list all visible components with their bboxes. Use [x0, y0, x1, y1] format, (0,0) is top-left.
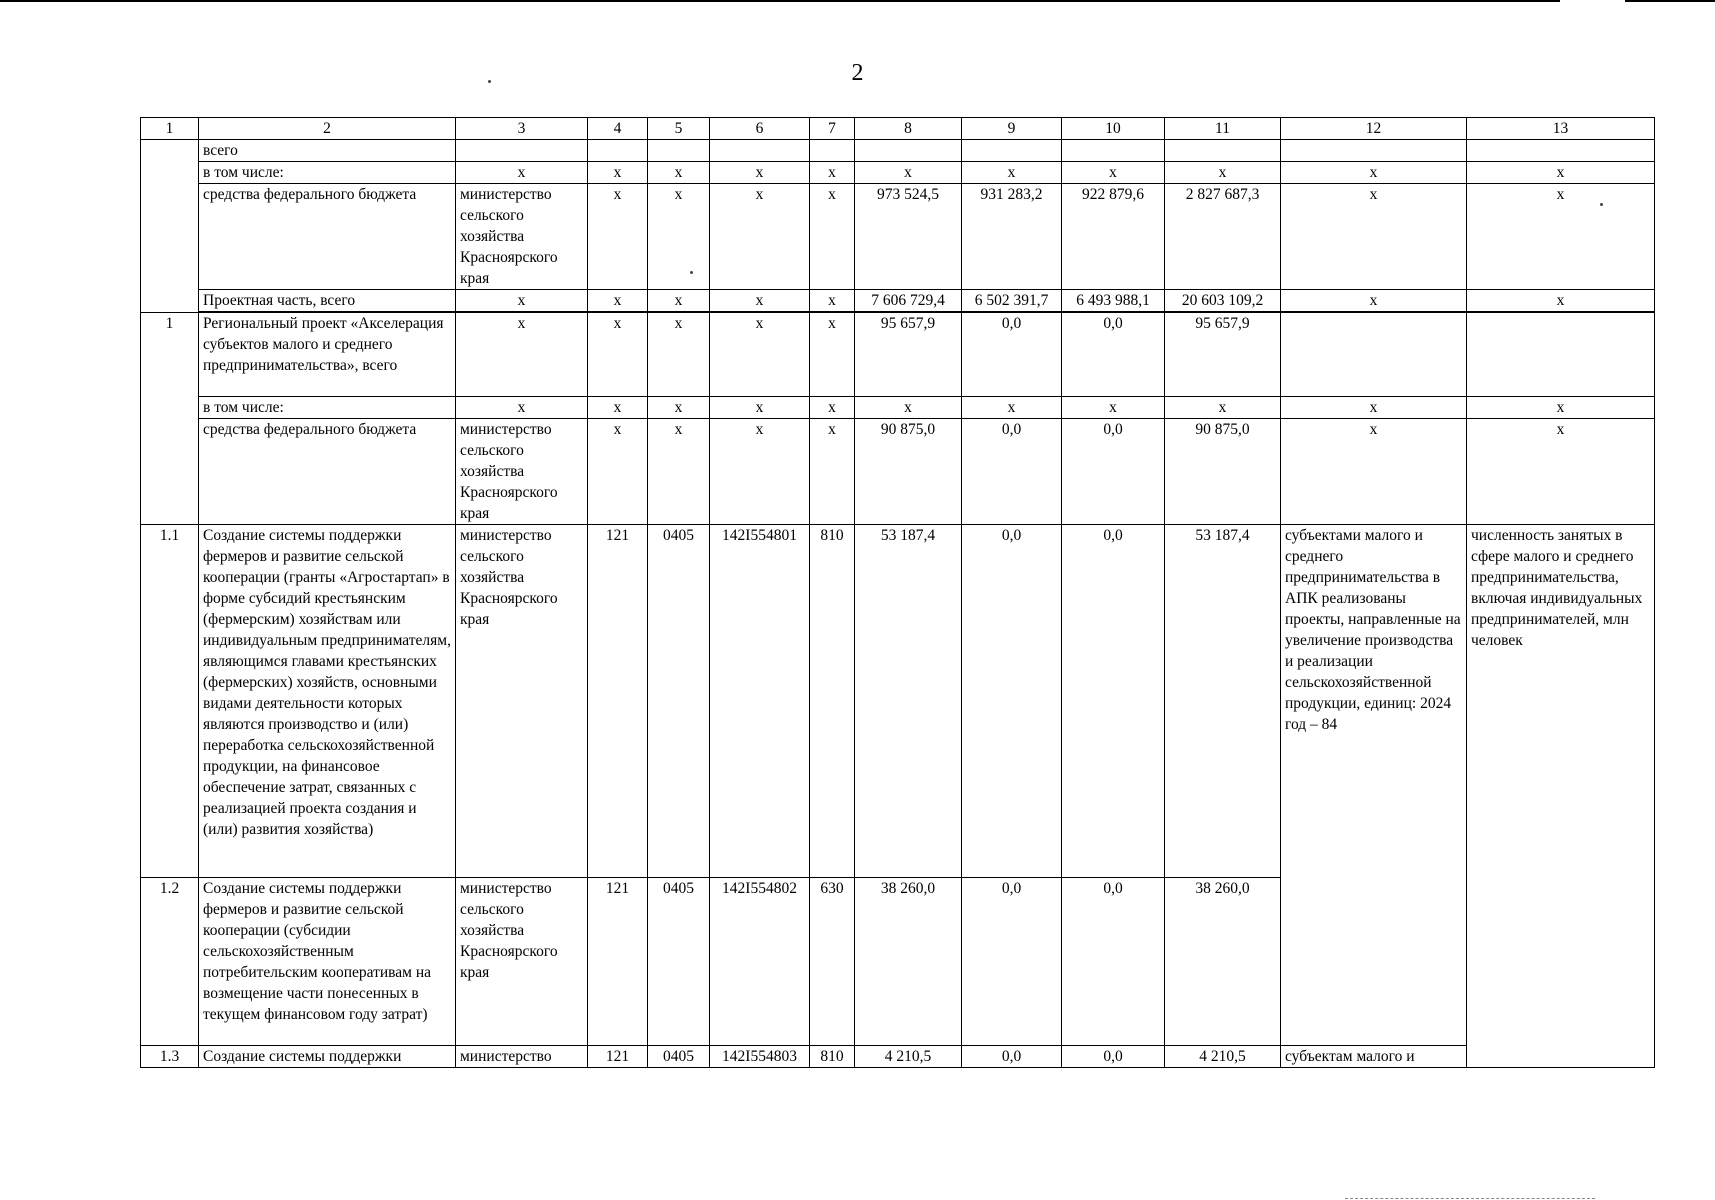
mark-cell: х — [1062, 162, 1165, 184]
mark-cell: х — [648, 184, 710, 290]
mark-cell: х — [810, 290, 855, 312]
row-number-cell: 1.1 — [141, 525, 199, 878]
mark-cell: х — [648, 290, 710, 312]
value-cell: 53 187,4 — [1165, 525, 1281, 878]
row-label: Создание системы поддержки — [199, 1046, 456, 1068]
mark-cell: х — [1165, 162, 1281, 184]
row-number-cell: 1 — [141, 313, 199, 525]
value-cell: 2 827 687,3 — [1165, 184, 1281, 290]
value-cell: 0,0 — [1062, 313, 1165, 397]
row-label: в том числе: — [199, 162, 456, 184]
rzpr-cell: 0405 — [648, 1046, 710, 1068]
mark-cell: х — [648, 162, 710, 184]
grbs-cell: 121 — [588, 878, 648, 1046]
col-header: 7 — [810, 118, 855, 140]
responsible-cell: министерство — [456, 1046, 588, 1068]
mark-cell: х — [710, 313, 810, 397]
vr-cell: 810 — [810, 525, 855, 878]
col-header: 6 — [710, 118, 810, 140]
value-cell: 90 875,0 — [855, 419, 962, 525]
vr-cell: 810 — [810, 1046, 855, 1068]
rzpr-cell: 0405 — [648, 878, 710, 1046]
scan-speck — [1600, 203, 1603, 206]
responsible-cell: министерство сельского хозяйства Красноярского края — [456, 419, 588, 525]
mark-cell: х — [710, 290, 810, 312]
scan-speck — [488, 80, 491, 83]
rzpr-cell: 0405 — [648, 525, 710, 878]
table-row — [141, 162, 1655, 184]
top-scan-rule-tail — [1625, 0, 1715, 2]
mark-cell: х — [456, 162, 588, 184]
col-header: 3 — [456, 118, 588, 140]
table-row — [141, 525, 1655, 878]
value-cell: 0,0 — [1062, 878, 1165, 1046]
mark-cell: х — [1281, 162, 1467, 184]
scan-speck — [690, 271, 693, 274]
row-label: Региональный проект «Акселерация субъектов малого и среднего предпринимательства», всего — [199, 313, 456, 397]
value-cell: 0,0 — [1062, 525, 1165, 878]
mark-cell: х — [962, 162, 1062, 184]
mark-cell: х — [456, 290, 588, 312]
table-row — [141, 313, 1655, 397]
mark-cell: х — [810, 419, 855, 525]
value-cell: 7 606 729,4 — [855, 290, 962, 312]
mark-cell: х — [810, 397, 855, 419]
mark-cell: х — [588, 419, 648, 525]
mark-cell: х — [810, 162, 855, 184]
mark-cell: х — [710, 162, 810, 184]
mark-cell: х — [588, 290, 648, 312]
mark-cell: х — [1281, 290, 1467, 312]
mark-cell: х — [1281, 184, 1467, 290]
mark-cell: х — [810, 184, 855, 290]
mark-cell: х — [456, 397, 588, 419]
mark-cell: х — [1467, 419, 1655, 525]
mark-cell: х — [810, 313, 855, 397]
value-cell: 6 493 988,1 — [1062, 290, 1165, 312]
table-header-row — [141, 118, 1655, 140]
value-cell: 0,0 — [962, 419, 1062, 525]
budget-table — [140, 117, 1655, 1068]
mark-cell: х — [588, 162, 648, 184]
mark-cell: х — [710, 184, 810, 290]
value-cell: 0,0 — [1062, 419, 1165, 525]
responsible-cell: министерство сельского хозяйства Красноярского края — [456, 184, 588, 290]
mark-cell: х — [855, 397, 962, 419]
mark-cell: х — [1281, 397, 1467, 419]
mark-cell: х — [1467, 162, 1655, 184]
value-cell: 4 210,5 — [1165, 1046, 1281, 1068]
value-cell: 0,0 — [962, 878, 1062, 1046]
col-header: 9 — [962, 118, 1062, 140]
csr-cell: 142I554801 — [710, 525, 810, 878]
mark-cell: х — [855, 162, 962, 184]
value-cell: 6 502 391,7 — [962, 290, 1062, 312]
mark-cell: х — [588, 397, 648, 419]
table-row — [141, 1046, 1655, 1068]
mark-cell: х — [1467, 397, 1655, 419]
col-header: 11 — [1165, 118, 1281, 140]
value-cell: 38 260,0 — [1165, 878, 1281, 1046]
value-cell: 922 879,6 — [1062, 184, 1165, 290]
page-number: 2 — [851, 60, 864, 86]
value-cell: 38 260,0 — [855, 878, 962, 1046]
top-scan-rule — [0, 0, 1560, 2]
value-cell: 95 657,9 — [855, 313, 962, 397]
value-cell: 0,0 — [1062, 1046, 1165, 1068]
csr-cell: 142I554803 — [710, 1046, 810, 1068]
table-row — [141, 419, 1655, 525]
mark-cell: х — [648, 313, 710, 397]
mark-cell: х — [1467, 290, 1655, 312]
responsible-cell: министерство сельского хозяйства Красноярского края — [456, 525, 588, 878]
grbs-cell: 121 — [588, 525, 648, 878]
row-number-cell — [141, 140, 199, 313]
mark-cell: х — [1062, 397, 1165, 419]
value-cell: 0,0 — [962, 525, 1062, 878]
mark-cell: х — [710, 419, 810, 525]
value-cell: 0,0 — [962, 313, 1062, 397]
mark-cell: х — [1165, 397, 1281, 419]
row-label: Создание системы поддержки фермеров и развитие сельской кооперации (гранты «Агростартап» в форме субсидий крестьянским (фермерским) хозяйствам или индивидуальным предпринимателям, являющимся главами крестьянских (фермерских) хозяйств, основными видами деятельности которых являются производство и (или) переработка сельскохозяйственной продукции, на финансовое обеспечение затрат, связанных с реализацией проекта создания и (или) развития хозяйства) — [199, 525, 456, 878]
result-cell: субъектами малого и среднего предпринимательства в АПК реализованы проекты, направленные на увеличение производства и реализации сельскохозяйственной продукции, единиц: 2024 год – 84 — [1281, 525, 1467, 1046]
mark-cell: х — [1467, 184, 1655, 290]
mark-cell: х — [648, 397, 710, 419]
value-cell: 90 875,0 — [1165, 419, 1281, 525]
value-cell: 4 210,5 — [855, 1046, 962, 1068]
mark-cell: х — [588, 184, 648, 290]
value-cell: 53 187,4 — [855, 525, 962, 878]
value-cell: 973 524,5 — [855, 184, 962, 290]
row-label: всего — [199, 140, 456, 162]
result-cell: субъектам малого и — [1281, 1046, 1467, 1068]
value-cell: 20 603 109,2 — [1165, 290, 1281, 312]
table-row — [141, 290, 1655, 312]
mark-cell: х — [710, 397, 810, 419]
table-row — [141, 140, 1655, 162]
mark-cell: х — [588, 313, 648, 397]
row-label: Создание системы поддержки фермеров и развитие сельской кооперации (субсидии сельскохозяйственным потребительским кооперативам на возмещение части понесенных в текущем финансовом году затрат) — [199, 878, 456, 1046]
col-header: 2 — [199, 118, 456, 140]
indicator-cell: численность занятых в сфере малого и среднего предпринимательства, включая индивидуальных предпринимателей, млн человек — [1467, 525, 1655, 1068]
row-label: Проектная часть, всего — [199, 290, 456, 312]
csr-cell: 142I554802 — [710, 878, 810, 1046]
col-header: 10 — [1062, 118, 1165, 140]
responsible-cell: министерство сельского хозяйства Красноярского края — [456, 878, 588, 1046]
table-row — [141, 397, 1655, 419]
mark-cell: х — [648, 419, 710, 525]
mark-cell: х — [1281, 419, 1467, 525]
col-header: 8 — [855, 118, 962, 140]
col-header: 5 — [648, 118, 710, 140]
grbs-cell: 121 — [588, 1046, 648, 1068]
col-header: 12 — [1281, 118, 1467, 140]
col-header: 4 — [588, 118, 648, 140]
table-row — [141, 184, 1655, 290]
mark-cell: х — [962, 397, 1062, 419]
mark-cell: х — [456, 313, 588, 397]
row-label: в том числе: — [199, 397, 456, 419]
row-label: средства федерального бюджета — [199, 184, 456, 290]
row-number-cell: 1.3 — [141, 1046, 199, 1068]
col-header: 13 — [1467, 118, 1655, 140]
value-cell: 95 657,9 — [1165, 313, 1281, 397]
vr-cell: 630 — [810, 878, 855, 1046]
col-header: 1 — [141, 118, 199, 140]
row-label: средства федерального бюджета — [199, 419, 456, 525]
value-cell: 931 283,2 — [962, 184, 1062, 290]
row-number-cell: 1.2 — [141, 878, 199, 1046]
value-cell: 0,0 — [962, 1046, 1062, 1068]
